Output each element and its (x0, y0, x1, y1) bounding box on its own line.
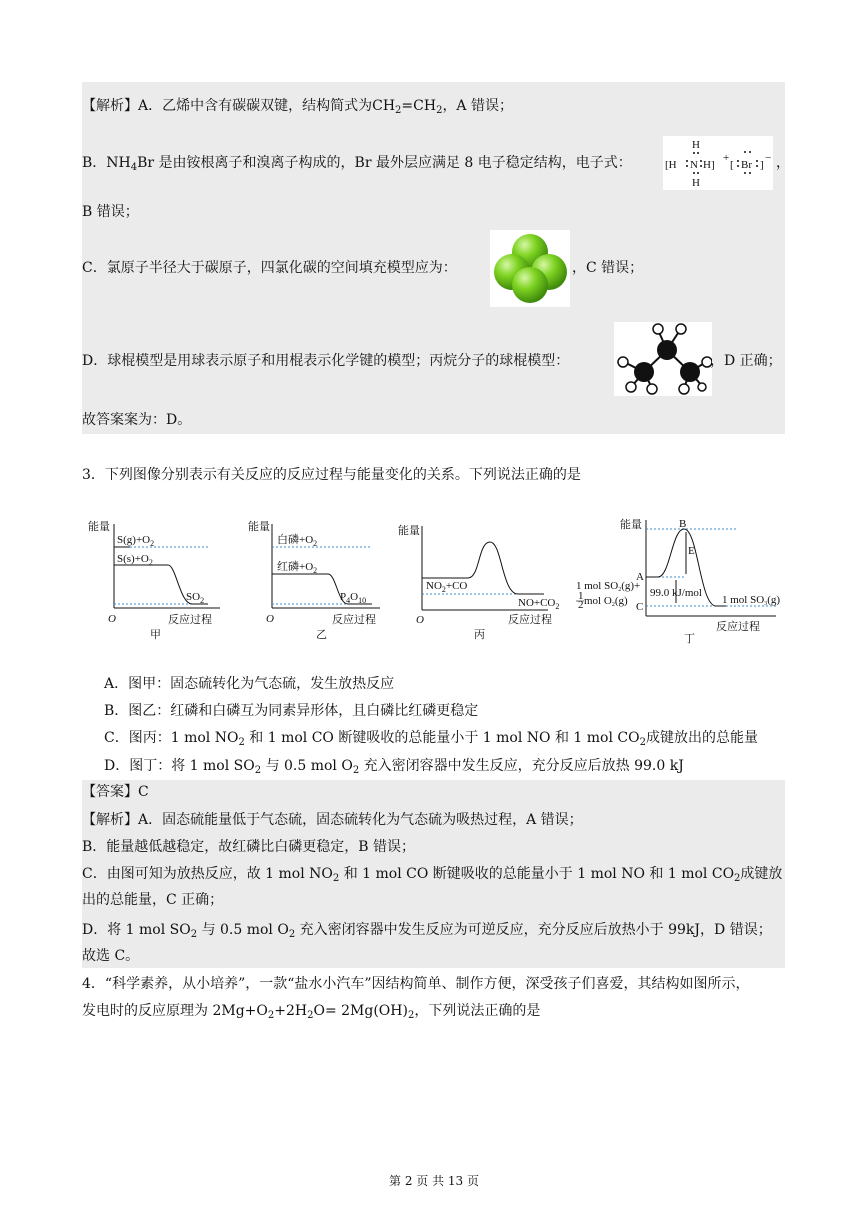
diagram-yi (248, 519, 380, 641)
ef-h-top: H (692, 139, 700, 151)
q3-analysis-c-cont (82, 890, 223, 910)
carbon-ball (680, 362, 700, 382)
analysis-label: 【解析】 (82, 98, 138, 114)
carbon-ball (657, 340, 677, 360)
sub: 2 (288, 929, 296, 940)
text: Br 是由铵根离子和溴离子构成的，Br 最外层应满足 8 电子稳定结构，电子式： (137, 155, 632, 171)
text: 4．“科学素养，从小培养”，一款“盐水小汽车”因结构简单、制作方便，深受孩子们喜爱，其结构如图所示， (82, 976, 750, 992)
yi-ylabel: 能量 (248, 521, 270, 533)
analysis-q2-line-c (82, 258, 457, 278)
text: ，D 正确； (710, 353, 782, 369)
text: 成键放 (740, 866, 783, 882)
text: 成键放出的总能量 (645, 730, 758, 746)
analysis-q2-line-d (82, 351, 569, 371)
chlorine-atom-ball (512, 267, 548, 303)
analysis-q2-b-end (776, 153, 790, 173)
jia-label-mid: $S(s)+O_2$ (117, 553, 153, 567)
energy-diagrams (80, 510, 790, 650)
text: 故答案案为：D。 (82, 412, 192, 428)
q3-analysis-b (82, 837, 415, 857)
electron-formula-svg (663, 136, 773, 190)
ef-minus: − (765, 152, 772, 164)
ding-reactant-o2: mol O2(g) (584, 595, 628, 608)
ef-plus: + (723, 152, 730, 164)
bing-caption: 丙 (474, 629, 485, 641)
sub: 2 (734, 873, 741, 884)
ding-ylabel: 能量 (620, 519, 642, 531)
bing-ylabel: 能量 (398, 525, 420, 537)
sub: 2 (254, 765, 262, 776)
diagram-jia (88, 519, 220, 641)
q3-analysis-a (82, 810, 583, 830)
sub: 2 (436, 105, 443, 116)
yi-label-top: 白磷$+O_2$ (277, 534, 318, 548)
bing-origin: O (416, 614, 424, 626)
page-footer (0, 1172, 868, 1189)
ef-h-bottom: H (692, 177, 700, 189)
text: 充入密闭容器中发生反应，充分反应后放热 99.0 kJ (363, 758, 684, 774)
propane-ball-stick-model (614, 322, 712, 396)
ding-dh-label: 99.0 kJ/mol (650, 587, 702, 599)
text: +2H (274, 1003, 308, 1019)
ding-xlabel: 反应过程 (716, 621, 760, 633)
q3-stem (82, 465, 581, 485)
sub: 2 (407, 1010, 415, 1021)
ding-point-e: E (688, 545, 695, 557)
text: A．固态硫能量低于气态硫，固态硫转化为气态硫为吸热过程，A 错误； (138, 812, 583, 828)
sub: 2 (332, 873, 340, 884)
ding-caption: 丁 (684, 633, 695, 645)
bing-xlabel: 反应过程 (508, 614, 552, 626)
analysis-q2-line-a (82, 96, 513, 116)
text: 出的总能量，C 正确； (82, 892, 224, 908)
sub: 2 (307, 1010, 314, 1021)
analysis-q2-conclusion (82, 410, 191, 430)
ef-br-open: [ (730, 159, 734, 171)
text: ， (776, 155, 790, 171)
text: =CH (401, 98, 437, 114)
text: 3．下列图像分别表示有关反应的反应过程与能量变化的关系。下列说法正确的是 (82, 467, 581, 483)
sub: 2 (238, 737, 245, 748)
ef-br-close: ] (760, 159, 764, 171)
yi-label-mid: 红磷$+O_2$ (277, 561, 318, 575)
text: C．氯原子半径大于碳原子，四氯化碳的空间填充模型应为： (82, 260, 457, 276)
text: C．由图可知为放热反应，故 1 mol NO (82, 866, 333, 882)
diagram-bing (398, 523, 559, 641)
ding-point-b: B (679, 518, 687, 530)
carbon-ball (634, 362, 654, 382)
electron-formula-box (663, 136, 773, 190)
ding-product-label: 1 mol SO3(g) (722, 594, 781, 607)
ding-point-a: A (636, 571, 644, 583)
bing-label-end: $NO+CO_2$ (518, 597, 560, 611)
analysis-q2-line-b2 (82, 202, 139, 222)
text: ，下列说法正确的是 (414, 1003, 541, 1019)
propane-model-box (614, 322, 712, 396)
jia-ylabel: 能量 (88, 521, 110, 533)
answer-value: C (138, 784, 149, 800)
text: ，C 错误； (572, 260, 644, 276)
text: 和 1 mol CO 断键吸收的总能量小于 1 mol NO 和 1 mol CO (343, 866, 735, 882)
text: D．将 1 mol SO (82, 922, 191, 938)
sub: 4 (130, 162, 138, 173)
analysis-q2-d-end (710, 351, 782, 371)
text: 【解析】 (82, 812, 138, 828)
jia-xlabel: 反应过程 (168, 614, 212, 626)
text: 发电时的反应原理为 2Mg+O (82, 1003, 268, 1019)
ding-point-c: C (636, 601, 644, 613)
text: 与 0.5 mol O (201, 922, 289, 938)
jia-origin: O (108, 613, 116, 625)
q3-option-a (104, 674, 394, 694)
text: 充入密闭容器中发生反应为可逆反应，充分反应后放热小于 99kJ，D 错误； (299, 922, 772, 938)
text: B．图乙：红磷和白磷互为同素异形体，且白磷比红磷更稳定 (104, 703, 479, 719)
sub: 2 (352, 765, 360, 776)
q3-answer (82, 782, 149, 802)
jia-caption: 甲 (150, 629, 161, 641)
text: O= 2Mg(OH) (313, 1003, 408, 1019)
ding-frac-num: 1 (578, 590, 584, 602)
ef-right: H] (703, 159, 715, 171)
q3-analysis-d (82, 920, 772, 940)
q4-line2 (82, 1001, 540, 1021)
text: 与 0.5 mol O (265, 758, 353, 774)
q3-option-c (104, 728, 758, 748)
sub: 2 (190, 929, 198, 940)
jia-label-end: $SO_2$ (186, 591, 205, 605)
yi-xlabel: 反应过程 (332, 614, 376, 626)
page-number: 第 2 页 共 13 页 (389, 1174, 479, 1188)
sub: 2 (639, 737, 646, 748)
yi-origin: O (266, 613, 274, 625)
yi-label-end: $P_4O_{10}$ (340, 591, 367, 605)
ccl4-space-filling-model (490, 230, 570, 307)
ding-frac-den: 2 (578, 599, 584, 611)
analysis-q2-line-b (82, 153, 632, 173)
ccl4-model-box (490, 230, 570, 307)
text: D．图丁：将 1 mol SO (104, 758, 255, 774)
q3-option-d (104, 756, 684, 776)
q3-option-b (104, 701, 478, 721)
text: 和 1 mol CO 断键吸收的总能量小于 1 mol NO 和 1 mol CO (249, 730, 640, 746)
jia-label-top: $S(g)+O_2$ (117, 534, 155, 548)
text: A．图甲：固态硫转化为气态硫，发生放热反应 (104, 676, 395, 692)
diagram-ding (576, 517, 780, 645)
ef-n: N (690, 159, 698, 171)
text: B 错误； (82, 204, 139, 220)
q4-line1 (82, 974, 750, 994)
ef-left: [H (665, 159, 677, 171)
ef-br: Br (741, 159, 752, 171)
text: 故选 C。 (82, 948, 140, 964)
q3-analysis-c (82, 864, 782, 884)
sub: 2 (395, 105, 402, 116)
q3-analysis-end (82, 946, 139, 966)
analysis-q2-c-end (572, 258, 643, 278)
analysis-a-text: A．乙烯中含有碳碳双键，结构简式为CH (138, 98, 396, 114)
bing-label-start: $NO_2+CO$ (426, 580, 468, 594)
text: B．NH (82, 155, 131, 171)
text: D．球棍模型是用球表示原子和用棍表示化学键的模型；丙烷分子的球棍模型： (82, 353, 570, 369)
sub: 2 (267, 1010, 275, 1021)
text: C．图丙：1 mol NO (104, 730, 239, 746)
text: B．能量越低越稳定，故红磷比白磷更稳定，B 错误； (82, 839, 416, 855)
ding-reactant-label: 1 mol SO2(g)+ (576, 580, 641, 593)
yi-caption: 乙 (316, 629, 327, 641)
text: ，A 错误； (442, 98, 513, 114)
text: 【答案】 (82, 784, 138, 800)
